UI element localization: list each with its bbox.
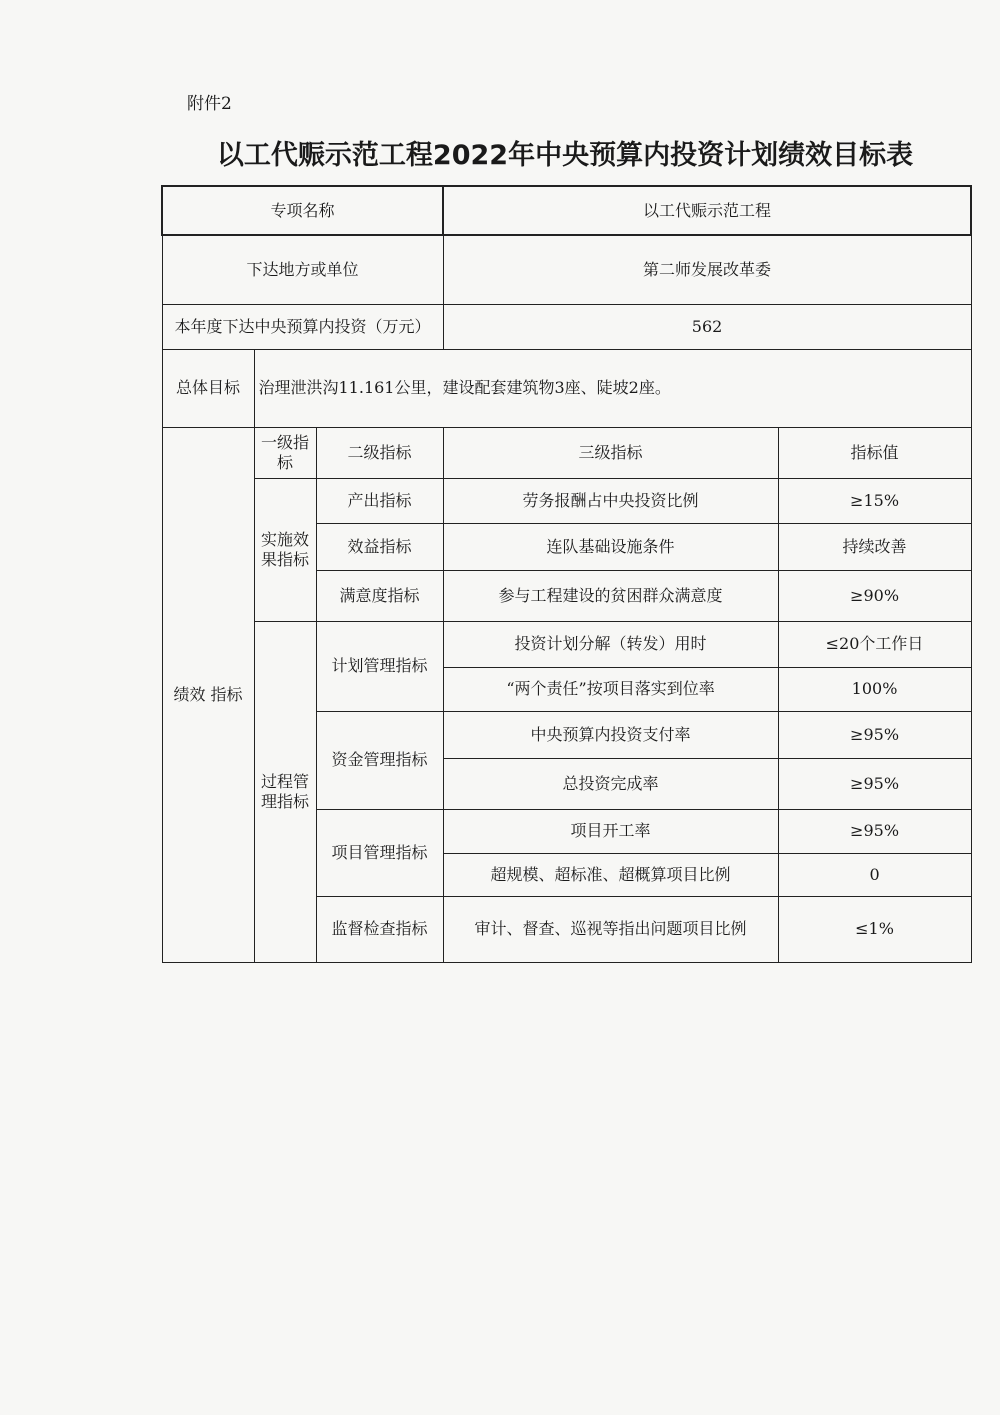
page-title: 以工代赈示范工程2022年中央预算内投资计划绩效目标表 — [216, 140, 914, 171]
col-level1-header: 一级指标 — [254, 427, 316, 478]
l3-cell: “两个责任”按项目落实到位率 — [443, 667, 778, 711]
l3-cell: 连队基础设施条件 — [443, 523, 778, 570]
table-row — [162, 621, 971, 667]
l3-cell: 中央预算内投资支付率 — [443, 711, 778, 758]
value-cell: ≥95% — [778, 758, 971, 809]
group-process-label: 过程管理指标 — [254, 621, 316, 962]
table-row — [162, 349, 971, 427]
value-cell: 100% — [778, 667, 971, 711]
l2-cell: 满意度指标 — [316, 570, 443, 621]
attachment-label: 附件2 — [187, 94, 232, 114]
project-name-label: 专项名称 — [162, 186, 443, 235]
investment-value: 562 — [443, 304, 971, 349]
value-cell: ≤1% — [778, 896, 971, 962]
l3-cell: 总投资完成率 — [443, 758, 778, 809]
performance-table — [161, 185, 972, 963]
l3-cell: 劳务报酬占中央投资比例 — [443, 478, 778, 523]
l3-cell: 投资计划分解（转发）用时 — [443, 621, 778, 667]
overall-goal-value: 治理泄洪沟11.161公里，建设配套建筑物3座、陡坡2座。 — [254, 349, 971, 427]
perf-section-label: 绩效 指标 — [162, 427, 254, 962]
table-row — [162, 304, 971, 349]
col-level3-header: 三级指标 — [443, 427, 778, 478]
value-cell: ≥15% — [778, 478, 971, 523]
l3-cell: 项目开工率 — [443, 809, 778, 853]
l2-cell: 资金管理指标 — [316, 711, 443, 809]
value-cell: ≥95% — [778, 809, 971, 853]
l2-cell: 效益指标 — [316, 523, 443, 570]
l2-cell: 项目管理指标 — [316, 809, 443, 896]
l3-cell: 超规模、超标准、超概算项目比例 — [443, 853, 778, 896]
l2-cell: 产出指标 — [316, 478, 443, 523]
table-row — [162, 235, 971, 304]
l2-cell: 计划管理指标 — [316, 621, 443, 711]
table-row — [162, 186, 971, 235]
col-value-header: 指标值 — [778, 427, 971, 478]
project-name-value: 以工代赈示范工程 — [443, 186, 971, 235]
recipient-label: 下达地方或单位 — [162, 235, 443, 304]
overall-goal-label: 总体目标 — [162, 349, 254, 427]
col-level2-header: 二级指标 — [316, 427, 443, 478]
value-cell: 0 — [778, 853, 971, 896]
value-cell: ≥90% — [778, 570, 971, 621]
table-row — [162, 478, 971, 523]
value-cell: 持续改善 — [778, 523, 971, 570]
group-impl-label: 实施效果指标 — [254, 478, 316, 621]
value-cell: ≤20个工作日 — [778, 621, 971, 667]
l2-cell: 监督检查指标 — [316, 896, 443, 962]
investment-label: 本年度下达中央预算内投资（万元） — [162, 304, 443, 349]
l3-cell: 参与工程建设的贫困群众满意度 — [443, 570, 778, 621]
l3-cell: 审计、督查、巡视等指出问题项目比例 — [443, 896, 778, 962]
table-row — [162, 427, 971, 478]
value-cell: ≥95% — [778, 711, 971, 758]
recipient-value: 第二师发展改革委 — [443, 235, 971, 304]
